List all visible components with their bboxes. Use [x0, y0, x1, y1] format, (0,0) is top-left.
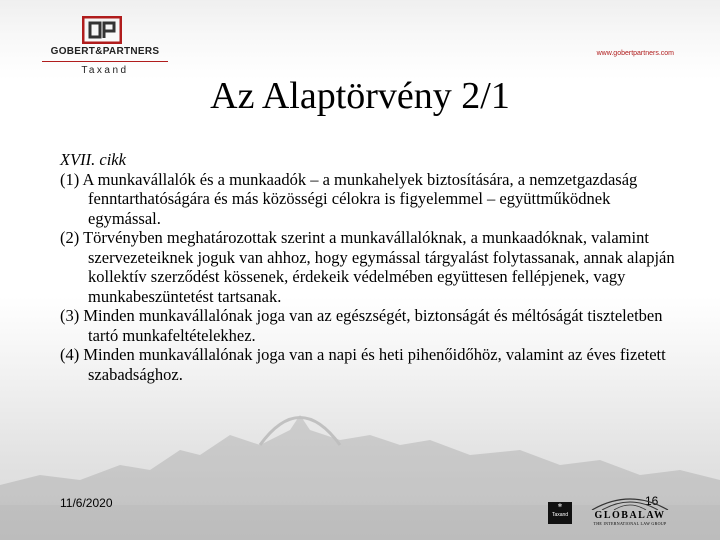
slide-body [60, 150, 680, 384]
gp-logo-icon [82, 16, 122, 44]
snowflake-icon: ✻ [557, 503, 563, 509]
globalaw-name: GLOBALAW [594, 510, 666, 521]
page-number: 16 [645, 494, 659, 508]
globe-arc-icon [584, 496, 676, 510]
slide-header [0, 0, 720, 80]
paragraph-2: (2) Törvényben meghatározottak szerint a munkavállalóknak, a munkaadóknak, valamint szervezeteiknek joguk van ahhoz, hogy egymással tárgyalást folytassanak, annak alapján kollektív szerződést kössenek, érdekeik védelmében együttesen fellépjenek, vagy munkabeszüntetést tartsanak. [60, 228, 675, 306]
company-logo [40, 14, 170, 76]
company-subtitle: Taxand [81, 65, 129, 76]
globalaw-logo [584, 496, 676, 526]
slide-title: Az Alaptörvény 2/1 [210, 75, 510, 117]
paragraph-3: (3) Minden munkavállalónak joga van az egészségét, biztonságát és méltóságát tiszteletben tartó munkafeltételekhez. [60, 306, 663, 345]
taxand-badge-logo [548, 502, 572, 524]
logo-divider [42, 61, 168, 62]
company-name: GOBERT&PARTNERS [50, 46, 160, 57]
footer-date: 11/6/2020 [60, 496, 113, 510]
paragraph-1: (1) A munkavállalók és a munkaadók – a munkahelyek biztosítására, a nemzetgazdaság fenntarthatóságára és más közösségi célokra is figyelemmel – együttműködnek egymással. [60, 169, 638, 228]
company-url[interactable]: www.gobertpartners.com [596, 50, 674, 57]
globalaw-tagline: THE INTERNATIONAL LAW GROUP [593, 521, 667, 526]
article-heading: XVII. cikk [60, 150, 126, 169]
taxand-badge-label: Taxand [551, 512, 569, 518]
paragraph-4: (4) Minden munkavállalónak joga van a napi és heti pihenőidőhöz, valamint az éves fizetett szabadsághoz. [60, 345, 666, 384]
